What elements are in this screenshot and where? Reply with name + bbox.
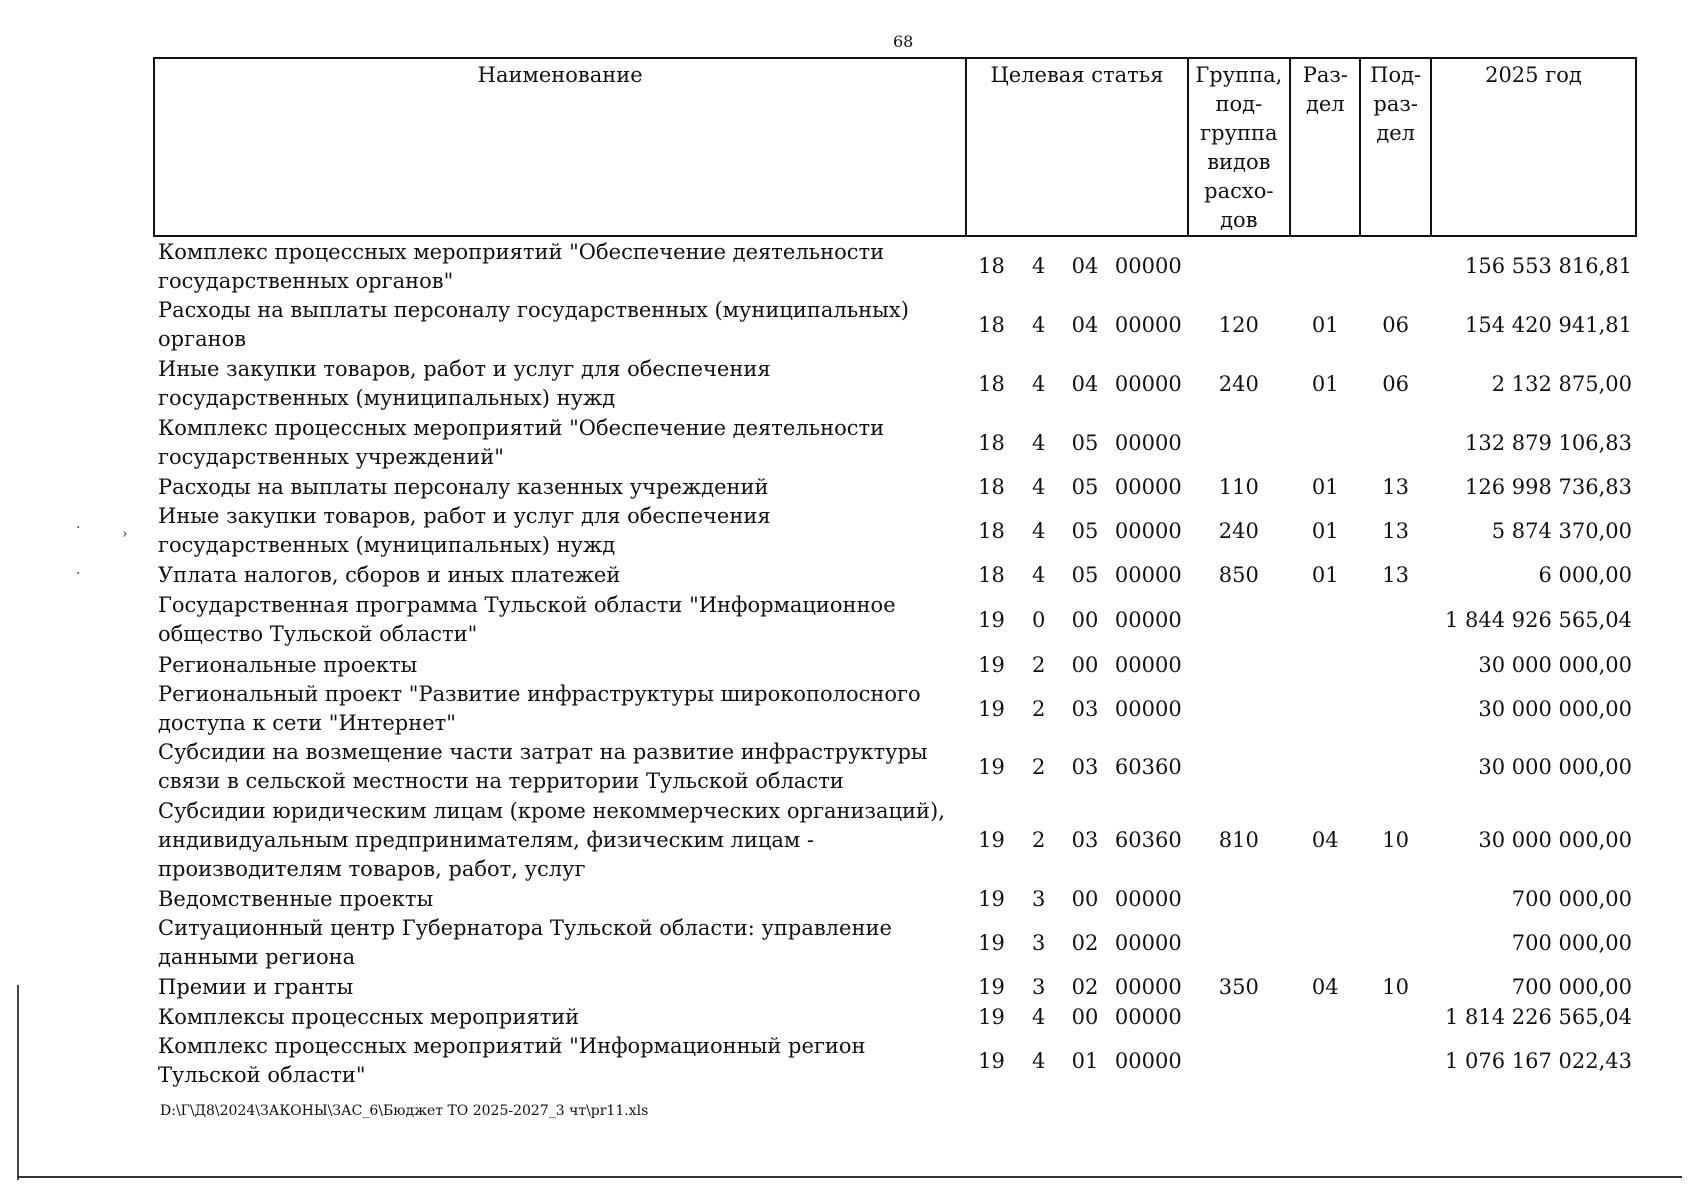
row-section: 01 [1311, 474, 1339, 499]
row-code-event: 05 [1071, 430, 1099, 455]
header-section: Раз-дел [1290, 58, 1360, 236]
row-code-event: 00 [1071, 607, 1099, 632]
row-code-subprogram: 4 [1032, 1048, 1046, 1073]
row-section [1290, 414, 1360, 472]
row-code-program: 19 [978, 696, 1005, 721]
row-code-subprogram: 3 [1032, 974, 1046, 999]
table-row [154, 236, 1636, 296]
row-group [1188, 236, 1291, 296]
row-code-program: 19 [978, 607, 1005, 632]
row-amount: 154 420 941,81 [1465, 312, 1632, 337]
row-code-subprogram: 4 [1032, 430, 1046, 455]
table-row [154, 472, 1636, 502]
row-code-program: 18 [978, 474, 1005, 499]
scan-edge-left [17, 985, 19, 1180]
row-code-subprogram: 4 [1032, 312, 1046, 337]
row-code-program: 18 [978, 312, 1005, 337]
header-year: 2025 год [1431, 58, 1636, 236]
row-name: Комплекс процессных мероприятий "Обеспечение деятельности государственных органов" [154, 236, 966, 296]
row-code-program: 19 [978, 886, 1005, 911]
row-group: 810 [1218, 827, 1259, 852]
row-name: Комплекс процессных мероприятий "Обеспечение деятельности государственных учреждений" [158, 416, 885, 469]
row-amount: 700 000,00 [1511, 930, 1632, 955]
table-row [154, 296, 1636, 354]
row-group [1188, 590, 1291, 650]
row-name: Государственная программа Тульской области "Информационное общество Тульской области" [158, 593, 896, 646]
row-code-direction: 00000 [1114, 652, 1182, 677]
row-code-event: 04 [1061, 236, 1109, 296]
scan-speck: › [122, 526, 128, 542]
row-code-subprogram: 3 [1032, 886, 1046, 911]
row-section [1290, 738, 1360, 796]
row-subsection: 06 [1382, 371, 1410, 396]
row-amount: 30 000 000,00 [1478, 652, 1632, 677]
row-code-event: 02 [1071, 974, 1099, 999]
row-section [1290, 650, 1360, 680]
row-code-subprogram: 4 [1017, 236, 1061, 296]
row-subsection: 10 [1382, 827, 1410, 852]
table-row [154, 650, 1636, 680]
row-code-direction: 00000 [1114, 886, 1182, 911]
row-amount: 700 000,00 [1511, 974, 1632, 999]
budget-table [153, 57, 1637, 1090]
row-code-program: 19 [978, 974, 1005, 999]
row-section: 04 [1311, 827, 1339, 852]
row-code-subprogram: 4 [1032, 1004, 1046, 1029]
row-name: Расходы на выплаты персоналу казенных учреждений [158, 474, 769, 499]
row-code-subprogram: 0 [1032, 607, 1046, 632]
row-name: Субсидии юридическим лицам (кроме некоммерческих организаций), индивидуальным предпринимателям, физическим лицам - производителям товаров, работ, услуг [158, 798, 945, 881]
row-subsection [1360, 414, 1430, 472]
row-subsection [1360, 738, 1430, 796]
row-code-program: 18 [966, 236, 1016, 296]
row-section: 01 [1311, 562, 1339, 587]
row-section [1290, 680, 1360, 738]
row-section: 01 [1311, 312, 1339, 337]
row-code-subprogram: 4 [1032, 518, 1046, 543]
table-row [154, 972, 1636, 1002]
row-code-program: 19 [978, 754, 1005, 779]
row-code-event: 04 [1071, 371, 1099, 396]
row-amount: 6 000,00 [1538, 562, 1632, 587]
table-row [154, 738, 1636, 796]
row-code-event: 04 [1071, 312, 1099, 337]
row-code-direction: 00000 [1114, 371, 1182, 396]
row-code-program: 19 [978, 652, 1005, 677]
row-amount: 30 000 000,00 [1478, 827, 1632, 852]
row-group: 350 [1218, 974, 1259, 999]
row-group [1188, 738, 1291, 796]
row-code-subprogram: 2 [1032, 652, 1046, 677]
row-code-program: 18 [978, 518, 1005, 543]
row-subsection [1360, 1002, 1430, 1032]
row-code-direction: 00000 [1114, 474, 1182, 499]
table-row [154, 502, 1636, 560]
table-row [154, 414, 1636, 472]
row-name: Иные закупки товаров, работ и услуг для обеспечения государственных (муниципальных) нужд [158, 357, 771, 410]
row-section [1290, 590, 1360, 650]
table-row [154, 914, 1636, 972]
row-code-direction: 00000 [1114, 696, 1182, 721]
row-name: Региональный проект "Развитие инфраструктуры широкополосного доступа к сети "Интернет" [158, 682, 921, 735]
table-row [154, 1032, 1636, 1090]
row-amount: 700 000,00 [1511, 886, 1632, 911]
row-subsection [1360, 650, 1430, 680]
row-section [1290, 884, 1360, 914]
row-code-direction: 00000 [1114, 518, 1182, 543]
row-group [1188, 680, 1291, 738]
row-code-direction: 00000 [1114, 930, 1182, 955]
row-code-program: 18 [978, 562, 1005, 587]
row-group [1188, 914, 1291, 972]
table-row [154, 796, 1636, 884]
row-amount: 132 879 106,83 [1465, 430, 1632, 455]
row-group [1188, 1032, 1291, 1090]
row-code-event: 03 [1071, 696, 1099, 721]
row-code-program: 19 [978, 827, 1005, 852]
row-amount: 2 132 875,00 [1491, 371, 1632, 396]
row-code-program: 19 [978, 1048, 1005, 1073]
row-code-direction: 00000 [1114, 1004, 1182, 1029]
row-subsection [1360, 1032, 1430, 1090]
row-subsection: 13 [1382, 474, 1410, 499]
row-code-subprogram: 4 [1032, 474, 1046, 499]
row-amount: 1 814 226 565,04 [1444, 1004, 1632, 1029]
row-code-direction: 60360 [1114, 754, 1182, 779]
row-group: 850 [1218, 562, 1259, 587]
row-group: 240 [1218, 371, 1259, 396]
row-code-direction: 00000 [1114, 974, 1182, 999]
row-section: 01 [1311, 371, 1339, 396]
row-code-program: 18 [978, 430, 1005, 455]
table-body [154, 236, 1636, 1090]
row-code-direction: 60360 [1114, 827, 1182, 852]
scan-edge-bottom [17, 1176, 1682, 1178]
row-group: 240 [1218, 518, 1259, 543]
row-code-subprogram: 2 [1032, 696, 1046, 721]
row-code-subprogram: 4 [1032, 562, 1046, 587]
row-name: Ситуационный центр Губернатора Тульской области: управление данными региона [158, 916, 892, 969]
row-subsection [1360, 884, 1430, 914]
row-subsection: 06 [1382, 312, 1410, 337]
row-amount: 30 000 000,00 [1478, 696, 1632, 721]
row-code-event: 00 [1071, 886, 1099, 911]
row-group [1188, 650, 1291, 680]
row-code-direction: 00000 [1109, 236, 1187, 296]
row-section [1290, 1032, 1360, 1090]
row-code-direction: 00000 [1114, 312, 1182, 337]
scan-speck: · [76, 566, 81, 582]
row-name: Ведомственные проекты [158, 886, 434, 911]
row-amount: 1 076 167 022,43 [1444, 1048, 1632, 1073]
row-code-direction: 00000 [1114, 430, 1182, 455]
row-code-subprogram: 2 [1032, 754, 1046, 779]
row-code-event: 05 [1071, 562, 1099, 587]
row-amount: 1 844 926 565,04 [1444, 607, 1632, 632]
row-name: Расходы на выплаты персоналу государственных (муниципальных) органов [158, 298, 909, 351]
table-row [154, 560, 1636, 590]
row-section: 04 [1311, 974, 1339, 999]
row-group: 120 [1218, 312, 1259, 337]
table-header-row [154, 58, 1636, 236]
row-code-direction: 00000 [1114, 607, 1182, 632]
footer-file-path: D:\Г\Д8\2024\ЗАКОНЫ\ЗАС_6\Бюджет ТО 2025-2027_3 чт\pr11.xls [160, 1103, 649, 1119]
row-group [1188, 1002, 1291, 1032]
row-subsection [1360, 590, 1430, 650]
row-code-program: 19 [978, 930, 1005, 955]
row-code-event: 00 [1071, 652, 1099, 677]
row-subsection [1360, 236, 1430, 296]
scan-speck: · [76, 520, 81, 536]
row-code-program: 19 [978, 1004, 1005, 1029]
row-code-subprogram: 4 [1032, 371, 1046, 396]
row-code-direction: 00000 [1114, 562, 1182, 587]
row-subsection [1360, 914, 1430, 972]
row-code-event: 03 [1071, 754, 1099, 779]
row-section [1290, 1002, 1360, 1032]
row-amount: 156 553 816,81 [1431, 236, 1636, 296]
row-subsection: 10 [1382, 974, 1410, 999]
row-name: Региональные проекты [158, 652, 418, 677]
row-name: Премии и гранты [158, 974, 354, 999]
row-section [1290, 236, 1360, 296]
page-number: 68 [893, 32, 914, 51]
row-name: Комплексы процессных мероприятий [158, 1004, 580, 1029]
header-group: Группа, под-группа видов расхо-дов [1188, 58, 1291, 236]
header-target-article: Целевая статья [966, 58, 1187, 236]
row-code-event: 03 [1071, 827, 1099, 852]
row-code-event: 05 [1071, 474, 1099, 499]
table-row [154, 680, 1636, 738]
row-code-subprogram: 3 [1032, 930, 1046, 955]
row-subsection: 13 [1382, 562, 1410, 587]
row-name: Комплекс процессных мероприятий "Информационный регион Тульской области" [158, 1034, 866, 1087]
row-section [1290, 914, 1360, 972]
row-amount: 30 000 000,00 [1478, 754, 1632, 779]
table-row [154, 1002, 1636, 1032]
row-code-event: 01 [1071, 1048, 1099, 1073]
table-row [154, 884, 1636, 914]
header-subsection: Под-раз-дел [1360, 58, 1430, 236]
row-name: Субсидии на возмещение части затрат на развитие инфраструктуры связи в сельской местности на территории Тульской области [158, 740, 928, 793]
row-section: 01 [1311, 518, 1339, 543]
row-code-event: 02 [1071, 930, 1099, 955]
row-amount: 126 998 736,83 [1465, 474, 1632, 499]
row-code-subprogram: 2 [1032, 827, 1046, 852]
table-row [154, 590, 1636, 650]
row-code-event: 00 [1071, 1004, 1099, 1029]
header-name: Наименование [154, 58, 966, 236]
row-amount: 5 874 370,00 [1491, 518, 1632, 543]
row-code-event: 05 [1071, 518, 1099, 543]
row-name: Уплата налогов, сборов и иных платежей [158, 562, 621, 587]
row-name: Иные закупки товаров, работ и услуг для обеспечения государственных (муниципальных) нужд [158, 504, 771, 557]
row-code-direction: 00000 [1114, 1048, 1182, 1073]
row-code-program: 18 [978, 371, 1005, 396]
row-subsection: 13 [1382, 518, 1410, 543]
row-group [1188, 884, 1291, 914]
table-row [154, 354, 1636, 414]
row-subsection [1360, 680, 1430, 738]
row-group [1188, 414, 1291, 472]
row-group: 110 [1218, 474, 1259, 499]
